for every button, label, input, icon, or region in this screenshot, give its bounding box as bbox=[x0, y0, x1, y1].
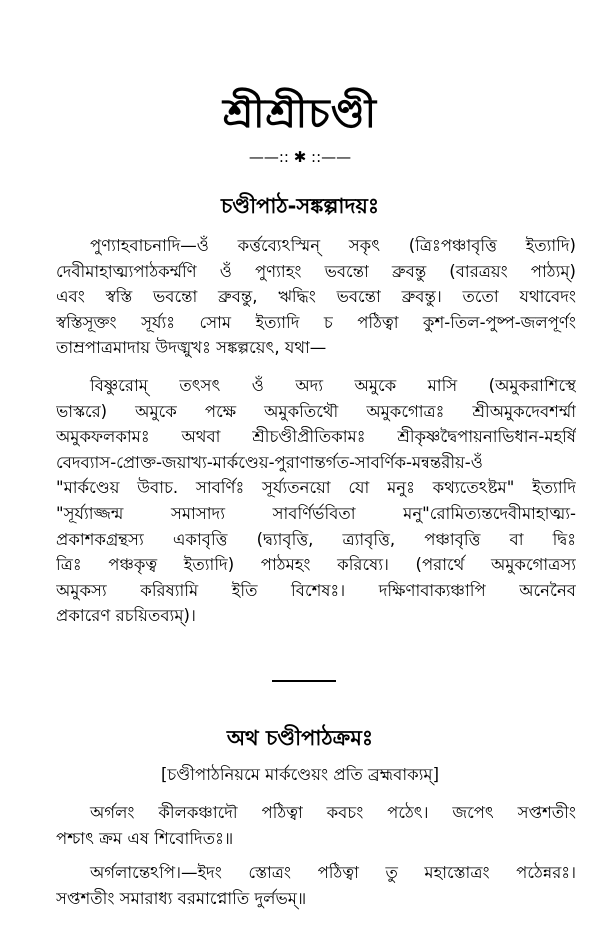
section-heading-pathakrama: অথ চণ্ডীপাঠক্রমঃ bbox=[226, 726, 374, 750]
text-line: "মার্কণ্ডেয় উবাচ. সাবর্ণিঃ সূর্য্যতনয়ো যো মনুঃ কথ্যতেঽষ্টম" ইত্যাদি bbox=[56, 478, 576, 498]
text-line: তাম্রপাত্রমাদায় উদঙ্মুখঃ সঙ্কল্পয়েৎ, যথা— bbox=[56, 338, 327, 358]
paragraph-punyaha bbox=[56, 233, 576, 361]
text-line: এবং স্বস্তি ভবন্তো ব্রুবন্তু, ঋদ্ধিং ভবন্তো ব্রুবন্তু। ততো যথাবেদং bbox=[56, 287, 576, 307]
text-line: বিষ্ণুরোম্ তৎসৎ ওঁ অদ্য অমুকে মাসি (অমুকরাশিস্থে bbox=[90, 376, 576, 395]
paragraph-sankalpa bbox=[56, 373, 576, 629]
text-line: অর্গলান্তেঽপি।—ইদং স্তোত্রং পঠিত্বা তু মহাস্তোত্রং পঠেন্নরঃ। bbox=[90, 863, 576, 882]
text-line: প্রকাশকগ্রন্থস্য একাবৃত্তি (দ্ব্যাবৃত্তি, ত্র্যাবৃত্তি, পঞ্চাবৃত্তি বা দ্বিঃ bbox=[56, 529, 576, 549]
text-line: পশ্চাৎ ক্রম এষ শিবোদিতঃ॥ bbox=[56, 828, 234, 848]
text-line: দেবীমাহাত্ম্যপাঠকর্ম্মণি ওঁ পুণ্যাহং ভবন্তো ব্রুবন্তু (বারত্রয়ং পাঠ্যম্) bbox=[56, 261, 576, 281]
text-line: "সূর্য্যাজ্জন্ম সমাসাদ্য সাবর্ণির্ভবিতা মনু"রোমিত্যন্তদেবীমাহাত্ম্য- bbox=[56, 503, 576, 523]
page-title: শ্রীশ্রীচণ্ডী bbox=[222, 91, 378, 137]
text-line: সপ্তশতীং সমারাধ্য বরমাপ্নোতি দুর্লভম্॥ bbox=[56, 888, 307, 908]
paragraph-argala bbox=[56, 800, 576, 851]
section-heading-sankalpa: চণ্ডীপাঠ-সঙ্কল্পাদয়ঃ bbox=[220, 194, 380, 218]
text-line: বেদব্যাস-প্রোক্ত-জয়াখ্য-মার্কণ্ডেয়-পুরাণান্তর্গত-সাবর্ণিক-মন্বন্তরীয়-ওঁ bbox=[56, 452, 483, 472]
text-line: স্বস্তিসূক্তং সূর্য্যঃ সোম ইত্যাদি চ পঠিত্বা কুশ-তিল-পুষ্প-জলপূর্ণং bbox=[56, 312, 576, 332]
text-line: ত্রিঃ পঞ্চকৃত্ব ইত্যাদি) পাঠমহং করিষ্যে। (পরার্থে অমুকগোত্রস্য bbox=[56, 555, 576, 575]
title-ornament: ——:: ✱ ::—— bbox=[248, 148, 352, 166]
text-line: অমুকস্য করিষ্যামি ইতি বিশেষঃ। দক্ষিণাবাক্যঞ্চাপি অনেনৈব bbox=[56, 580, 576, 600]
bracket-note: [চণ্ডীপাঠনিয়মে মার্কণ্ডেয়ং প্রতি ব্রহ্মবাক্যম্] bbox=[160, 765, 440, 784]
text-line: ভাস্করে) অমুকে পক্ষে অমুকতিথৌ অমুকগোত্রঃ শ্রীঅমুকদেবশর্ম্মা bbox=[56, 401, 576, 421]
text-line: প্রকারেণ রচয়িতব্যম্)। bbox=[56, 606, 196, 626]
paragraph-argalante bbox=[56, 860, 576, 911]
text-line: পুণ্যাহবাচনাদি—ওঁ কর্ত্তব্যেঽস্মিন্ সকৃৎ (ত্রিঃপঞ্চাবৃত্তি ইত্যাদি) bbox=[90, 236, 576, 255]
section-divider bbox=[272, 680, 336, 682]
text-line: অর্গলং কীলকঞ্চাদৌ পঠিত্বা কবচং পঠেৎ। জপেৎ সপ্তশতীং bbox=[90, 803, 576, 822]
text-line: অমুকফলকামঃ অথবা শ্রীচণ্ডীপ্রীতিকামঃ শ্রীকৃষ্ণদ্বৈপায়নাভিধান-মহর্ষি bbox=[56, 427, 576, 447]
